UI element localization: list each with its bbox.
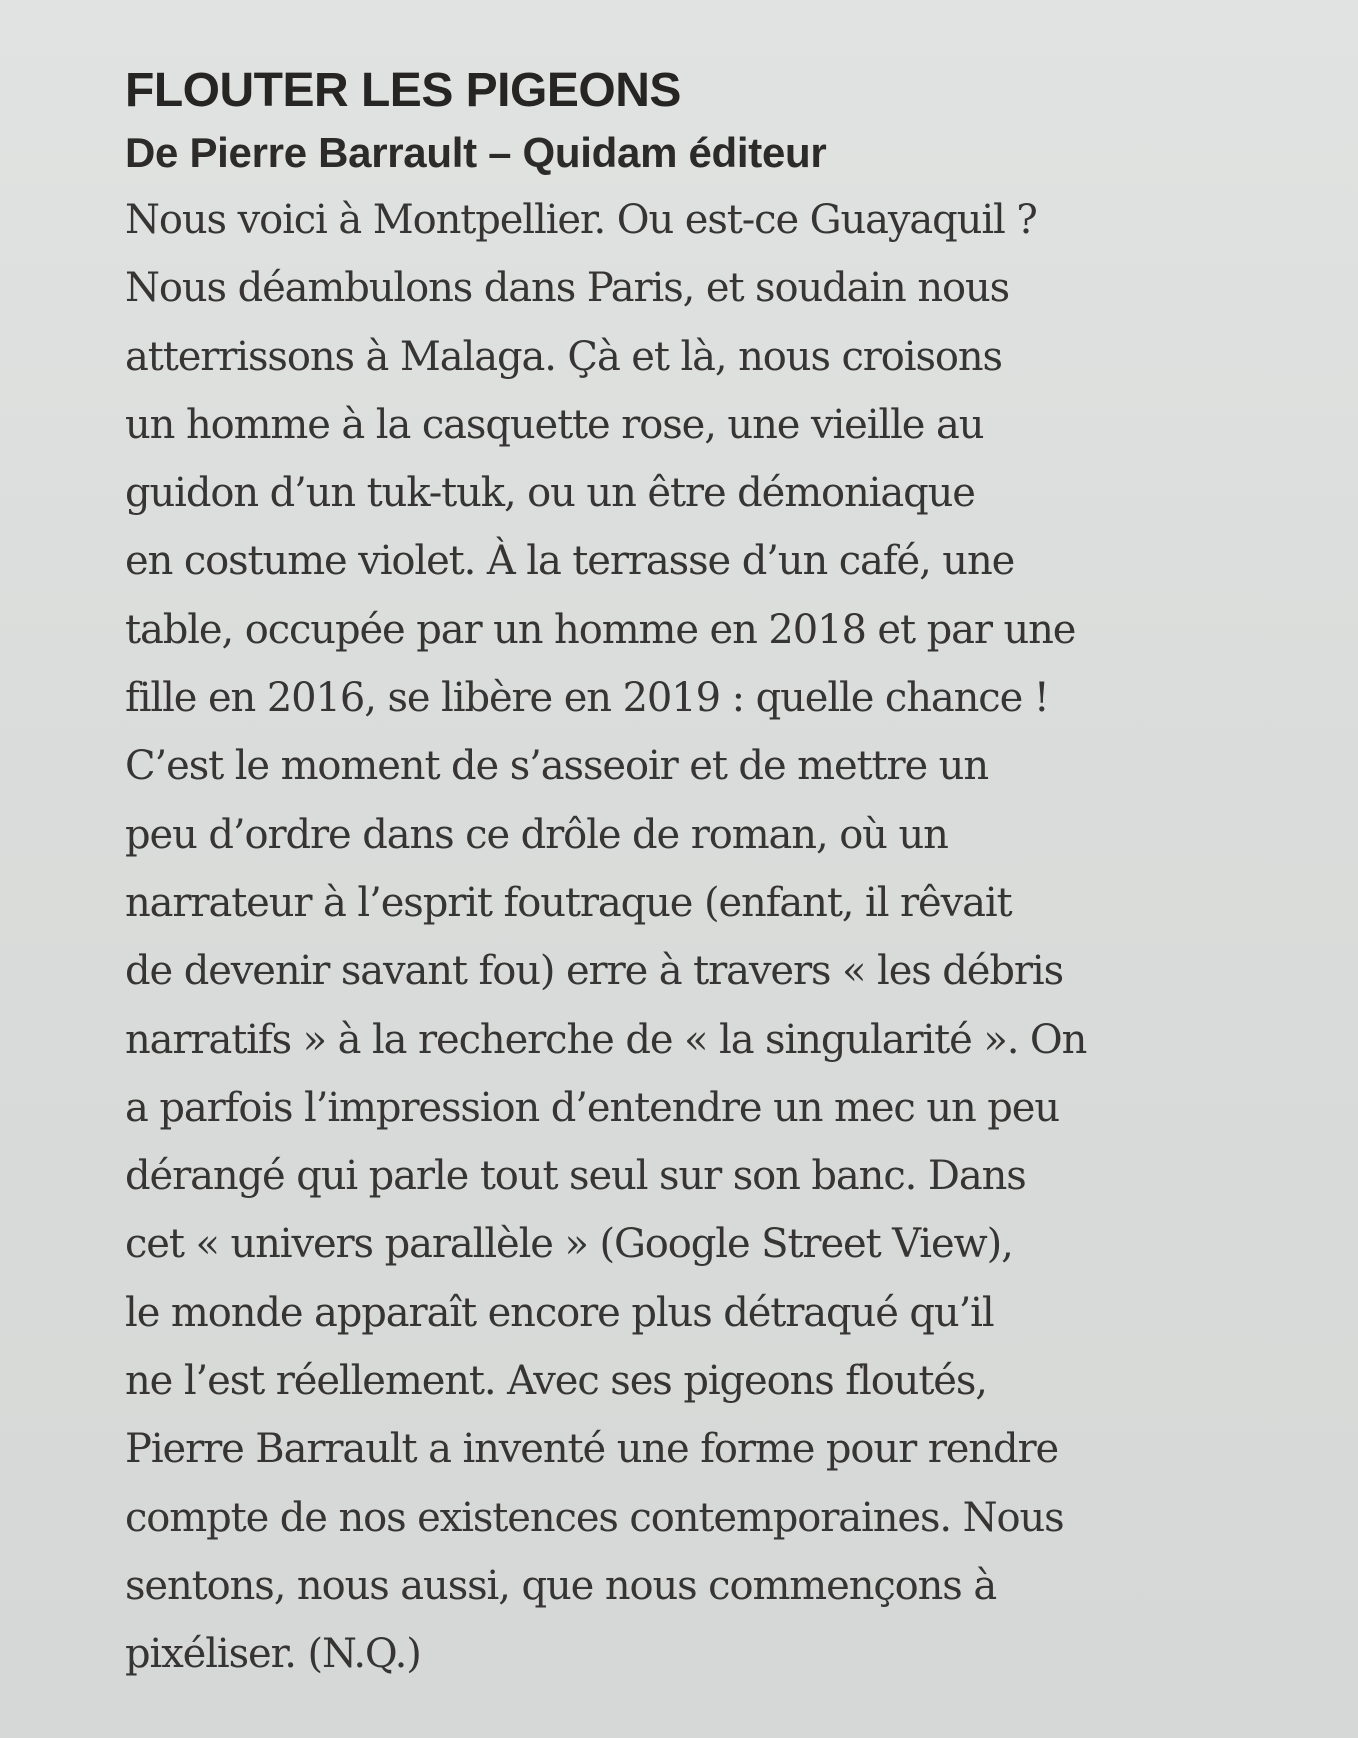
body-line: de devenir savant fou) erre à travers « les débris	[125, 948, 1064, 995]
review-title: FLOUTER LES PIGEONS	[125, 64, 681, 117]
body-line: guidon d’un tuk-tuk, ou un être démoniaque	[125, 470, 975, 517]
body-line: peu d’ordre dans ce drôle de roman, où un	[125, 811, 948, 858]
body-line: a parfois l’impression d’entendre un mec un peu	[125, 1084, 1060, 1131]
review-body	[125, 186, 1335, 1689]
body-line: atterrissons à Malaga. Çà et là, nous croisons	[125, 333, 1002, 380]
book-review	[125, 62, 1335, 1689]
body-line: narratifs » à la recherche de « la singularité ». On	[125, 1016, 1087, 1063]
body-line: Nous voici à Montpellier. Ou est-ce Guayaquil ?	[125, 197, 1037, 243]
body-line: fille en 2016, se libère en 2019 : quelle chance !	[125, 675, 1049, 722]
body-line: cet « univers parallèle » (Google Street View),	[125, 1221, 1013, 1268]
body-line: pixéliser. (N.Q.)	[125, 1631, 421, 1678]
body-line: compte de nos existences contemporaines. Nous	[125, 1494, 1064, 1541]
body-line: sentons, nous aussi, que nous commençons à	[125, 1562, 997, 1609]
review-byline: De Pierre Barrault – Quidam éditeur	[125, 129, 827, 176]
body-line: un homme à la casquette rose, une vieille au	[125, 401, 984, 448]
body-line: en costume violet. À la terrasse d’un café, une	[125, 538, 1015, 585]
body-line: dérangé qui parle tout seul sur son banc. Dans	[125, 1153, 1026, 1200]
body-line: Nous déambulons dans Paris, et soudain nous	[125, 265, 1010, 312]
body-line: Pierre Barrault a inventé une forme pour rendre	[125, 1426, 1059, 1473]
body-line: ne l’est réellement. Avec ses pigeons floutés,	[125, 1358, 987, 1405]
body-line: narrateur à l’esprit foutraque (enfant, il rêvait	[125, 879, 1012, 926]
body-line: table, occupée par un homme en 2018 et par une	[125, 606, 1076, 653]
body-line: le monde apparaît encore plus détraqué qu’il	[125, 1289, 994, 1336]
body-line: C’est le moment de s’asseoir et de mettre un	[125, 743, 989, 790]
